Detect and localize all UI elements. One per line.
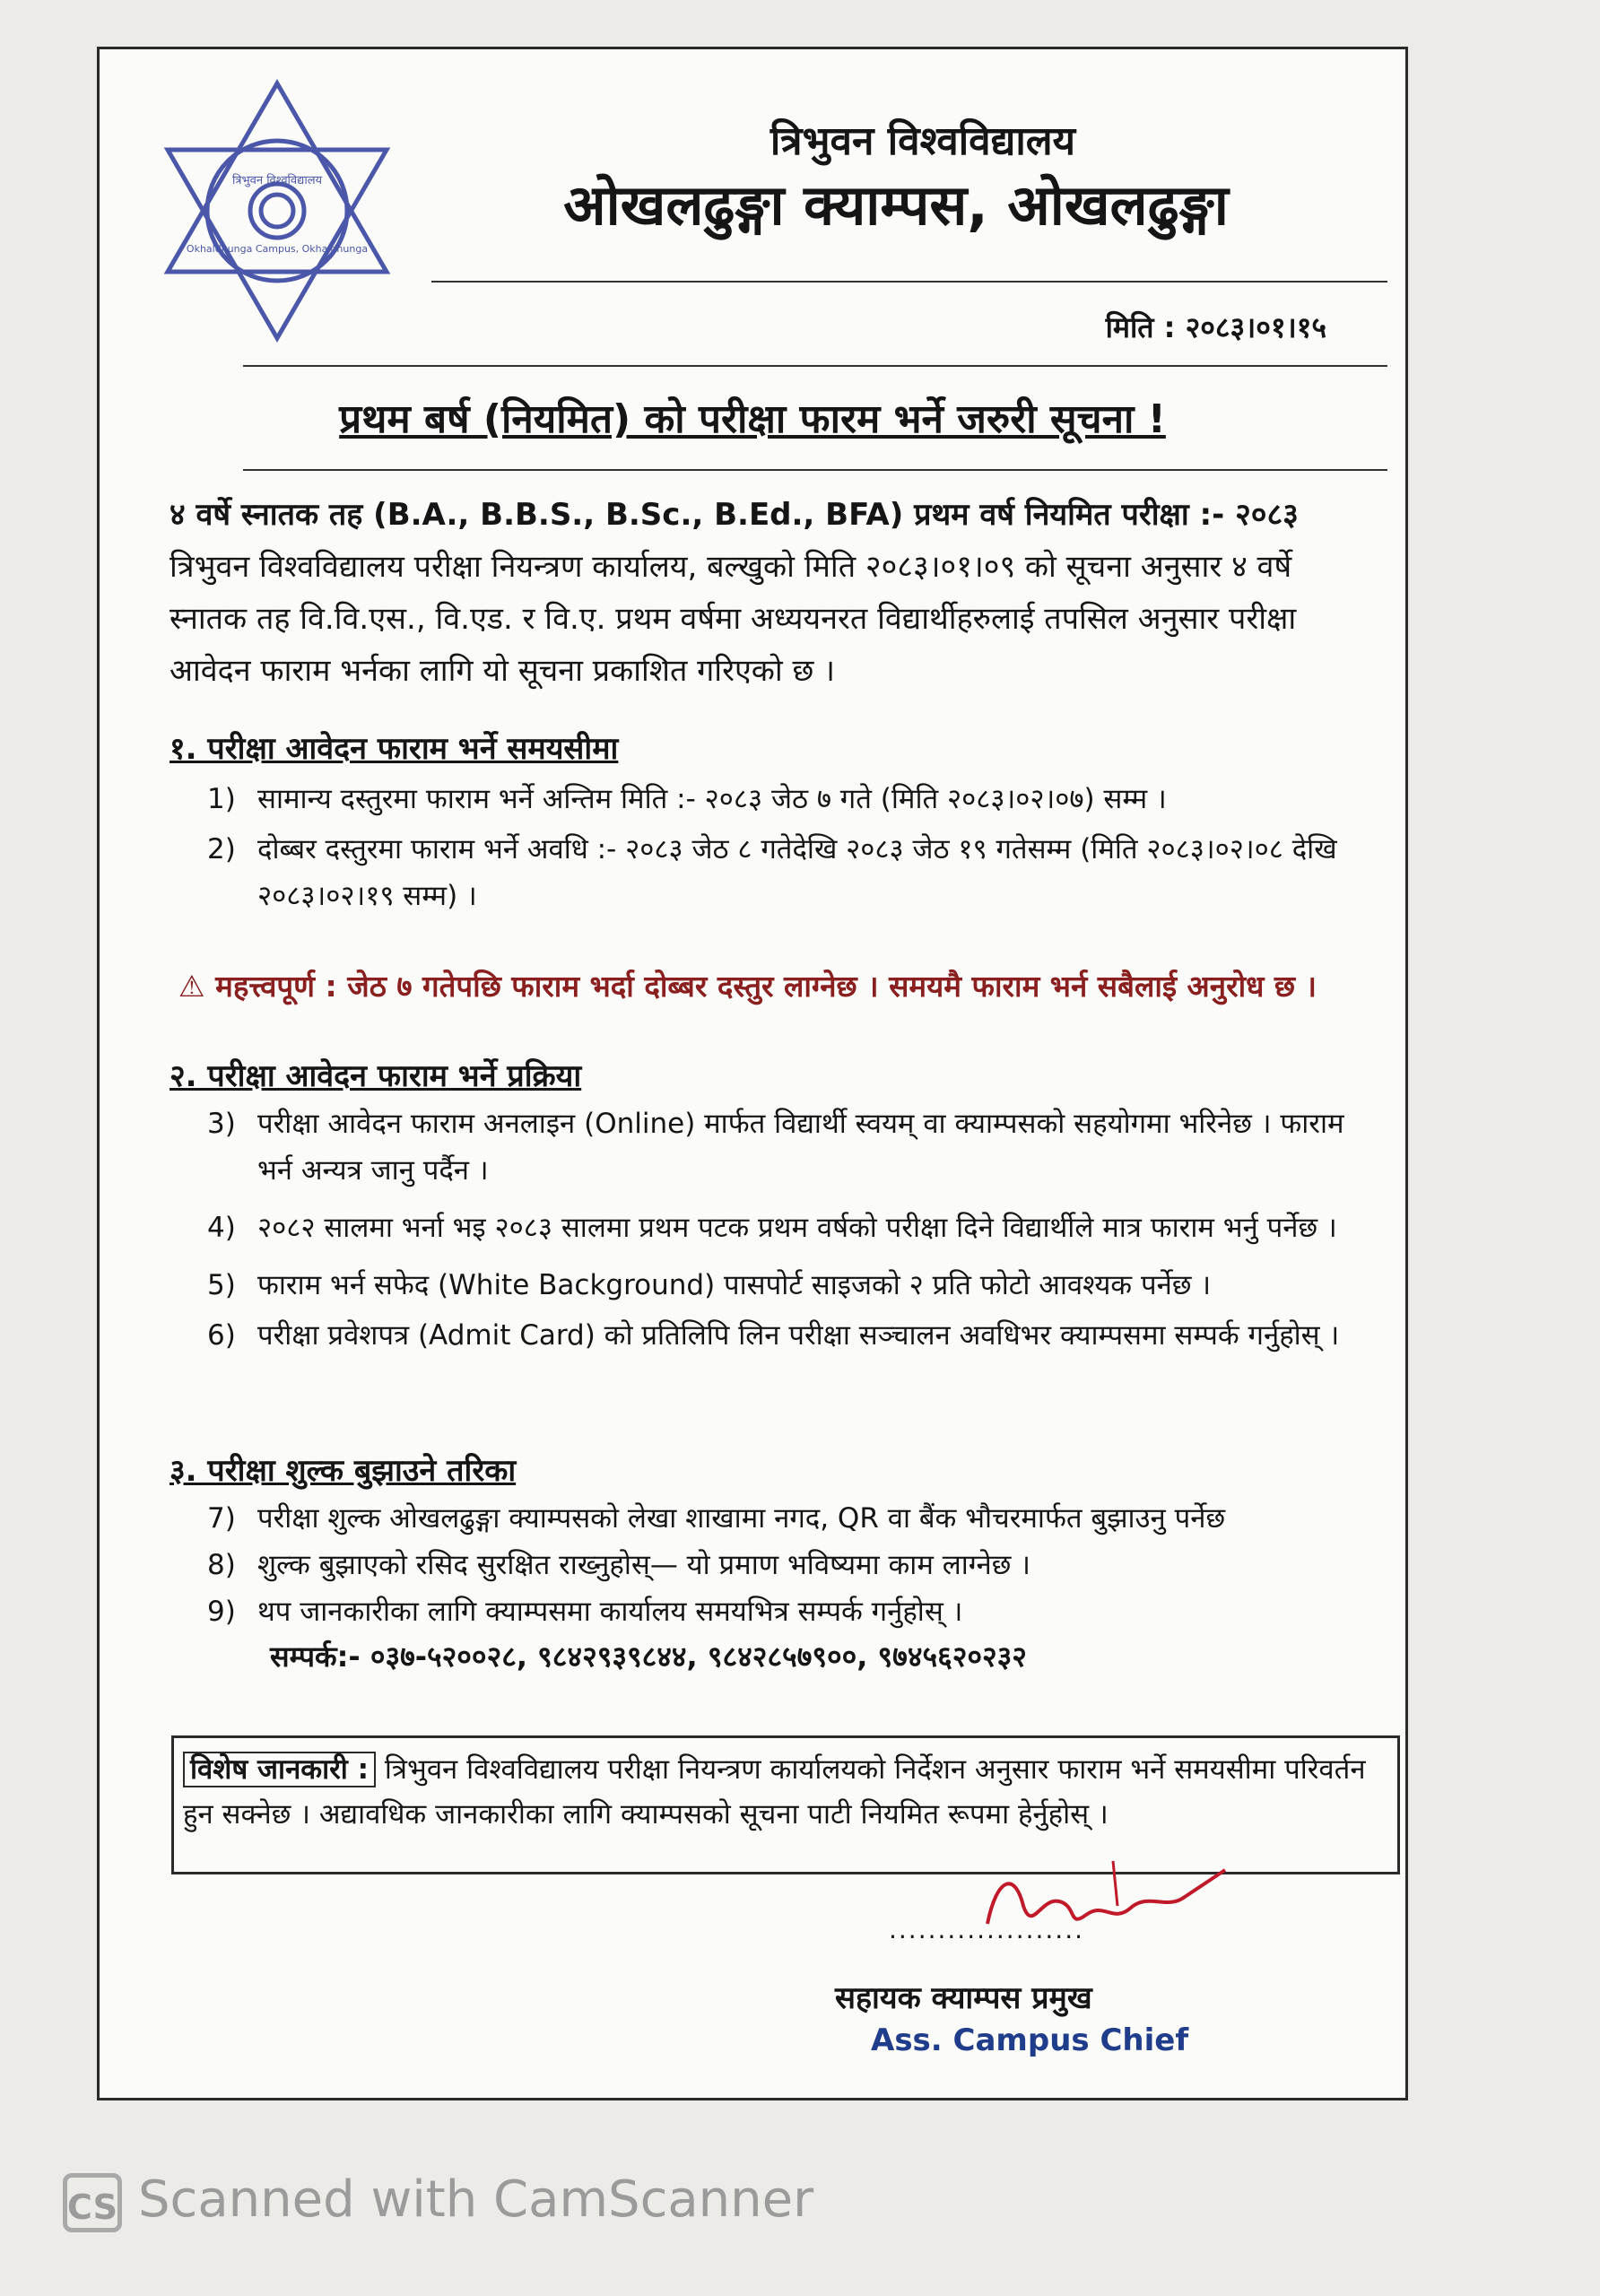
item-number: 6) [207, 1319, 236, 1352]
notice-page [97, 47, 1408, 2100]
contact-line [270, 1637, 1027, 1675]
section3-list [207, 1495, 1352, 1635]
header-divider [431, 281, 1387, 283]
signature-line: .................... [889, 1915, 1085, 1944]
item-text: परीक्षा आवेदन फाराम अनलाइन (Online) मार्फत विद्यार्थी स्वयम् वा क्याम्पसको सहयोगमा भरिनेछ । फाराम भर्न अन्यत्र जानु पर्दैन । [257, 1108, 1344, 1187]
campus-seal-stamp [134, 67, 421, 354]
item-text: थप जानकारीका लागि क्याम्पसमा कार्यालय समयभित्र सम्पर्क गर्नुहोस् । [257, 1596, 963, 1628]
list-item [207, 1100, 1352, 1194]
list-item [207, 1312, 1352, 1359]
title-top-divider [243, 365, 1387, 367]
item-number: 7) [207, 1502, 236, 1535]
item-text: २०८२ सालमा भर्ना भइ २०८३ सालमा प्रथम पटक प्रथम वर्षको परीक्षा दिने विद्यार्थीले मात्र फाराम भर्नु पर्नेछ । [257, 1212, 1337, 1244]
item-text: सामान्य दस्तुरमा फाराम भर्ने अन्तिम मिति :- २०८३ जेठ ७ गते (मिति २०८३।०२।०७) सम्म । [257, 783, 1167, 815]
list-item [207, 826, 1352, 919]
item-text: फाराम भर्न सफेद (White Background) पासपोर्ट साइजको २ प्रति फोटो आवश्यक पर्नेछ । [257, 1269, 1212, 1301]
item-number: 8) [207, 1549, 236, 1581]
contact-label: सम्पर्क:- [270, 1639, 361, 1674]
important-warning [178, 964, 1352, 1009]
item-number: 3) [207, 1108, 236, 1140]
list-item [207, 1542, 1352, 1588]
campus-name: ओखलढुङ्गा क्याम्पस, ओखलढुङ्गा [563, 172, 1229, 238]
list-item [207, 1588, 1352, 1635]
section2-list [207, 1100, 1352, 1359]
signatory-title-english: Ass. Campus Chief [871, 2022, 1189, 2058]
svg-text:त्रिभुवन विश्वविद्यालय: त्रिभुवन विश्वविद्यालय [231, 174, 323, 187]
item-number: 2) [207, 833, 236, 865]
item-text: दोब्बर दस्तुरमा फाराम भर्ने अवधि :- २०८३ जेठ ८ गतेदेखि २०८३ जेठ १९ गतेसम्म (मिति २०८३।०२।०८ देखि २०८३।०२।१९ सम्म) । [257, 833, 1337, 912]
list-item [207, 776, 1352, 822]
list-item [207, 1205, 1352, 1251]
notice-title: प्रथम बर्ष (नियमित) को परीक्षा फारम भर्ने जरुरी सूचना ! [339, 396, 1166, 442]
watermark-text: Scanned with CamScanner [138, 2170, 814, 2229]
special-info-label: विशेष जानकारी : [183, 1752, 376, 1787]
section1-list [207, 776, 1352, 919]
warning-icon: ⚠ [178, 969, 205, 1004]
item-number: 4) [207, 1212, 236, 1244]
special-info-text: त्रिभुवन विश्वविद्यालय परीक्षा नियन्त्रण कार्यालयको निर्देशन अनुसार फाराम भर्ने समयसीमा परिवर्तन हुन सक्नेछ । अद्यावधिक जानकारीका लागि क्याम्पसको सूचना पाटी नियमित रूपमा हेर्नुहोस् । [183, 1753, 1366, 1831]
intro-text: त्रिभुवन विश्वविद्यालय परीक्षा नियन्त्रण कार्यालय, बल्खुको मिति २०८३।०१।०९ को सूचना अनुसार ४ वर्षे स्नातक तह वि.वि.एस., वि.एड. र वि.ए. प्रथम वर्षमा अध्ययनरत विद्यार्थीहरुलाई तपसिल अनुसार परीक्षा आवेदन फाराम भर्नका लागि यो सूचना प्रकाशित गरिएको छ । [170, 549, 1297, 689]
university-name: त्रिभुवन विश्वविद्यालय [770, 118, 1076, 164]
title-bottom-divider [243, 469, 1387, 471]
item-number: 1) [207, 783, 236, 815]
camscanner-logo-icon: CS [63, 2173, 122, 2232]
warning-text: महत्त्वपूर्ण : जेठ ७ गतेपछि फाराम भर्दा दोब्बर दस्तुर लाग्नेछ । समयमै फाराम भर्न सबैलाई अनुरोध छ । [215, 969, 1317, 1004]
intro-heading: ४ वर्षे स्नातक तह (B.A., B.B.S., B.Sc., B.Ed., BFA) प्रथम वर्ष नियमित परीक्षा :- २०८३ [170, 497, 1299, 533]
date-label: मिति : [1105, 310, 1176, 344]
date-value: २०८३।०१।१५ [1185, 310, 1326, 344]
camscanner-watermark [63, 2170, 813, 2232]
signatory-title-nepali: सहायक क्याम्पस प्रमुख [835, 1980, 1092, 2016]
item-text: शुल्क बुझाएको रसिद सुरक्षित राख्नुहोस्— यो प्रमाण भविष्यमा काम लाग्नेछ । [257, 1549, 1031, 1581]
item-number: 5) [207, 1269, 236, 1301]
section3-heading: ३. परीक्षा शुल्क बुझाउने तरिका [170, 1453, 517, 1489]
section1-heading: १. परीक्षा आवेदन फाराम भर्ने समयसीमा [170, 731, 619, 767]
contact-numbers: ०३७-५२००२८, ९८४२९३९८४४, ९८४२८५७९००, ९७४५६२०२३२ [370, 1639, 1027, 1674]
item-text: परीक्षा प्रवेशपत्र (Admit Card) को प्रतिलिपि लिन परीक्षा सञ्चालन अवधिभर क्याम्पसमा सम्पर्क गर्नुहोस् । [257, 1319, 1340, 1352]
section2-heading: २. परीक्षा आवेदन फाराम भर्ने प्रक्रिया [170, 1058, 582, 1094]
list-item [207, 1262, 1352, 1309]
item-text: परीक्षा शुल्क ओखलढुङ्गा क्याम्पसको लेखा शाखामा नगद, QR वा बैंक भौचरमार्फत बुझाउनु पर्नेछ [257, 1502, 1226, 1535]
intro-paragraph [170, 489, 1352, 697]
notice-date [1106, 308, 1326, 346]
item-number: 9) [207, 1596, 236, 1628]
list-item [207, 1495, 1352, 1542]
svg-text:Okhaldhunga Campus, Okhaldhung: Okhaldhunga Campus, Okhaldhunga [186, 243, 369, 255]
